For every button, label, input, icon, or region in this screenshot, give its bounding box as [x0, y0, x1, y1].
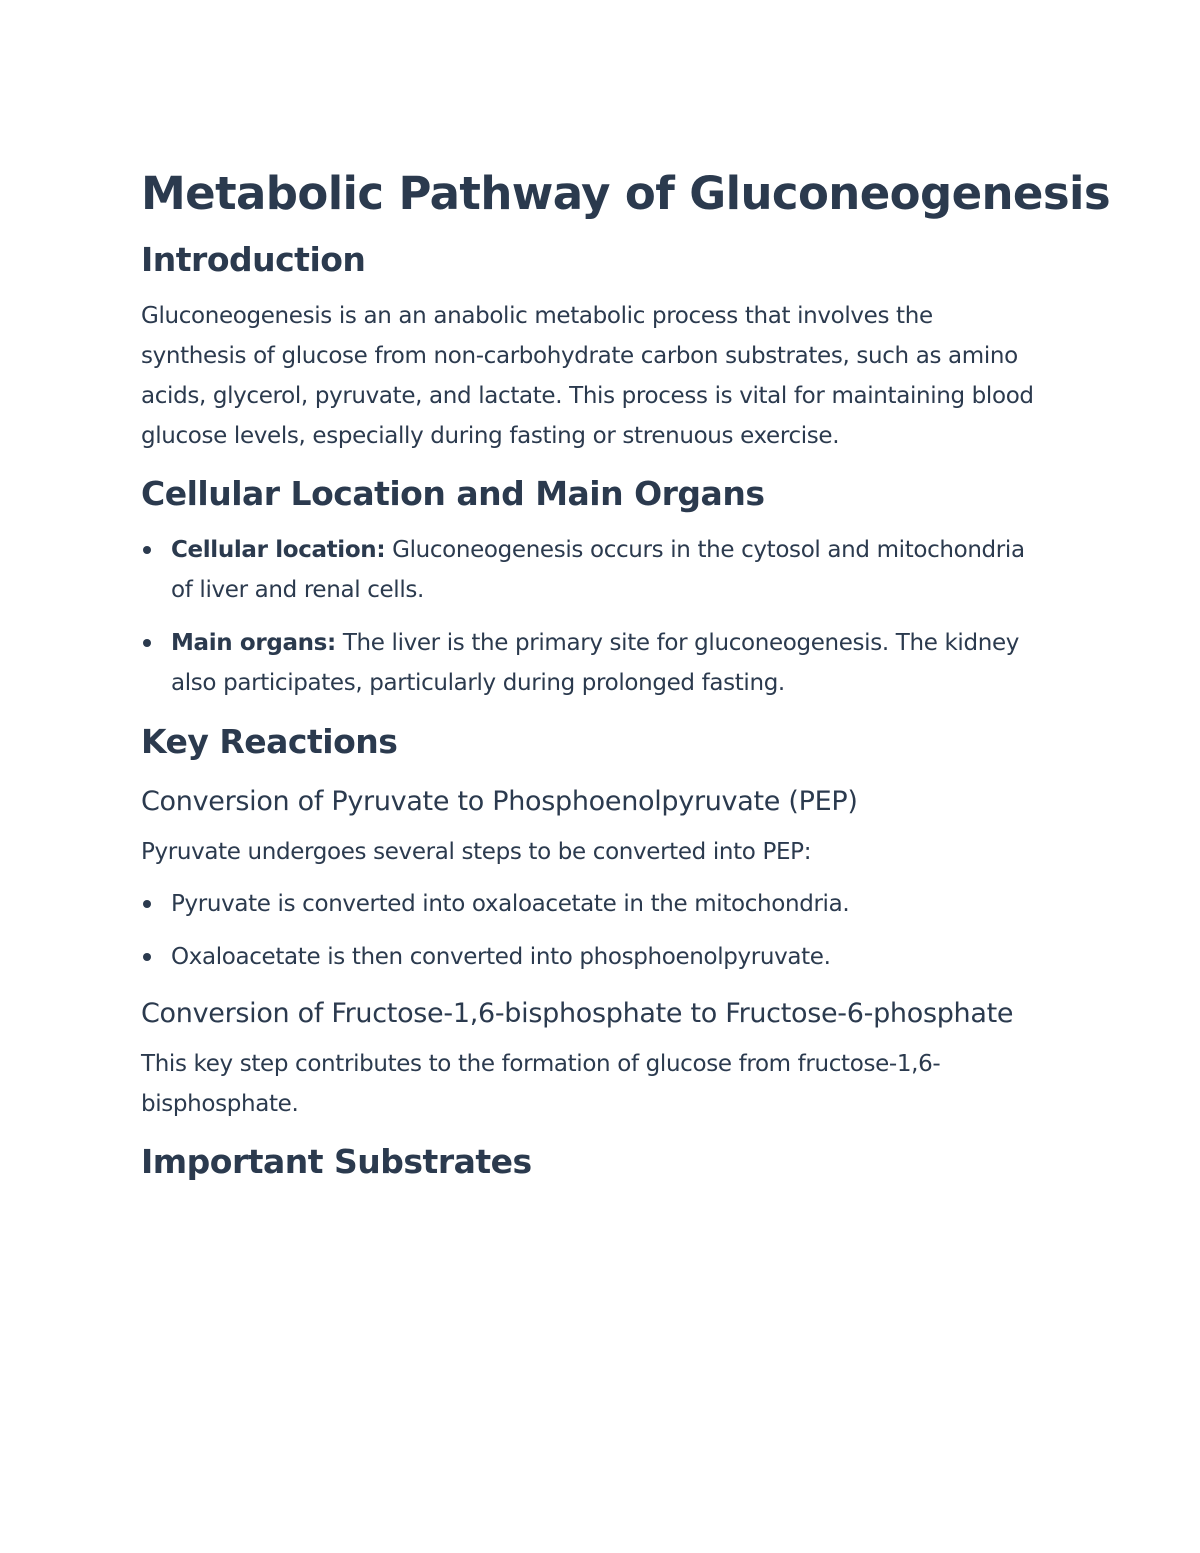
section-heading-location: Cellular Location and Main Organs [141, 474, 765, 513]
pyruvate-intro: Pyruvate undergoes several steps to be converted into PEP: [141, 839, 812, 865]
location-list [141, 530, 1041, 703]
list-item-text: Pyruvate is converted into oxaloacetate in the mitochondria. [171, 891, 850, 917]
bullet-icon [143, 900, 151, 908]
fructose-paragraph: This key step contributes to the formation of glucose from fructose-1,6-bisphosphate. [141, 1051, 941, 1117]
list-item [141, 884, 1041, 924]
bullet-icon [143, 639, 151, 647]
introduction-paragraph: Gluconeogenesis is an an anabolic metabolic process that involves the synthesis of glucose from non-carbohydrate carbon substrates, such as amino acids, glycerol, pyruvate, and lactate. This process is vital for maintaining blood glucose levels, especially during fasting or strenuous exercise. [141, 303, 1034, 449]
bullet-icon [143, 953, 151, 961]
bullet-icon [143, 546, 151, 554]
document-page [141, 158, 1111, 1198]
subheading-pyruvate-to-pep: Conversion of Pyruvate to Phosphoenolpyruvate (PEP) [141, 786, 858, 817]
list-item-text: The liver is the primary site for gluconeogenesis. The kidney also participates, particularly during prolonged fasting. [171, 630, 1020, 696]
list-item-text: Gluconeogenesis occurs in the cytosol and mitochondria of liver and renal cells. [171, 537, 1025, 603]
section-heading-introduction: Introduction [141, 240, 366, 279]
section-heading-substrates: Important Substrates [141, 1142, 532, 1181]
page-title: Metabolic Pathway of Gluconeogenesis [141, 167, 1111, 220]
pyruvate-steps-list [141, 884, 1041, 977]
list-item-label: Cellular location: [171, 537, 386, 563]
list-item [141, 530, 1041, 610]
list-item [141, 623, 1041, 703]
subheading-fructose-conversion: Conversion of Fructose-1,6-bisphosphate to Fructose-6-phosphate [141, 998, 1014, 1029]
section-heading-key-reactions: Key Reactions [141, 722, 398, 761]
list-item-text: Oxaloacetate is then converted into phosphoenolpyruvate. [171, 944, 831, 970]
list-item-label: Main organs: [171, 630, 336, 656]
list-item [141, 937, 1041, 977]
